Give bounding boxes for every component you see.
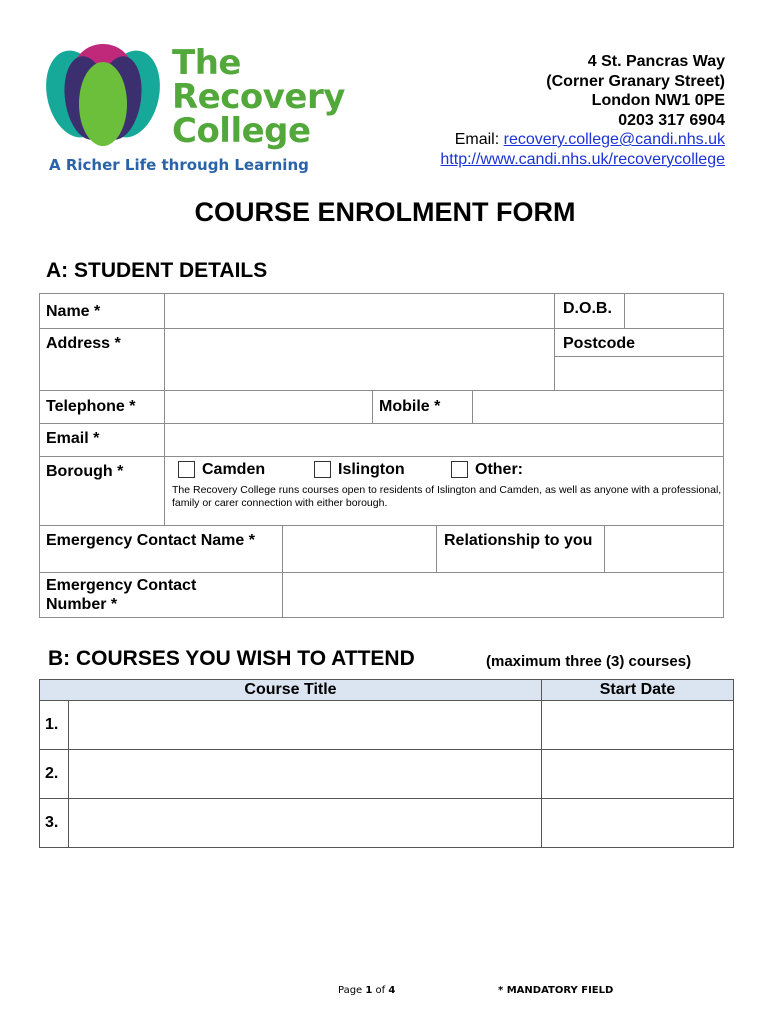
camden-label: Camden <box>202 461 266 478</box>
islington-checkbox[interactable] <box>314 461 331 478</box>
email-input[interactable] <box>164 423 724 457</box>
logo-word-college: College <box>172 111 311 151</box>
camden-checkbox[interactable] <box>178 461 195 478</box>
start-date-input-3[interactable] <box>541 798 734 848</box>
email-label-cell <box>39 423 165 457</box>
section-b-heading: B: COURSES YOU WISH TO ATTEND <box>48 647 415 670</box>
course-title-header: Course Title <box>39 679 542 701</box>
address-input[interactable] <box>164 328 555 391</box>
mandatory-field-note: * MANDATORY FIELD <box>498 985 614 996</box>
telephone-input[interactable] <box>164 390 373 424</box>
course-title-input-1[interactable] <box>68 700 542 750</box>
postcode-label: Postcode <box>563 335 636 352</box>
logo-petals-icon <box>45 42 163 150</box>
logo-word-recovery: Recovery <box>172 77 345 117</box>
relationship-label-cell <box>436 525 605 573</box>
start-date-header: Start Date <box>541 679 734 701</box>
address-label: Address * <box>46 335 121 352</box>
borough-label-cell <box>39 456 165 526</box>
email-link[interactable]: recovery.college@candi.nhs.uk <box>503 131 725 148</box>
page-indicator <box>338 985 395 996</box>
page-prefix: Page <box>338 985 366 996</box>
dob-label: D.O.B. <box>563 300 612 317</box>
dob-label-cell <box>554 293 625 329</box>
website-link[interactable]: http://www.candi.nhs.uk/recoverycollege <box>440 150 725 168</box>
emergency-number-label: Emergency Contact Number * <box>46 577 197 613</box>
start-date-input-2[interactable] <box>541 749 734 799</box>
other-borough-checkbox[interactable] <box>451 461 468 478</box>
relationship-input[interactable] <box>604 525 724 573</box>
form-title: COURSE ENROLMENT FORM <box>194 197 576 227</box>
recovery-college-logo <box>45 42 345 182</box>
emergency-name-input[interactable] <box>282 525 437 573</box>
address-email-row <box>440 130 725 150</box>
page-number: 1 <box>365 985 373 996</box>
email-label: Email: <box>454 131 504 148</box>
address-website-row <box>440 150 725 170</box>
name-label-cell <box>39 293 165 329</box>
borough-note: The Recovery College runs courses open to residents of Islington and Camden, as well as anyone with a professional, family or carer connection with either borough. <box>172 484 722 509</box>
postcode-label-cell <box>554 328 724 357</box>
borough-label: Borough * <box>46 463 124 480</box>
name-label: Name * <box>46 303 101 320</box>
address-line-2: (Corner Granary Street) <box>546 72 725 90</box>
postcode-input[interactable] <box>554 356 724 391</box>
dob-input[interactable] <box>624 293 724 329</box>
address-line-1: 4 St. Pancras Way <box>587 53 725 70</box>
logo-tagline: A Richer Life through Learning <box>49 156 309 174</box>
mobile-input[interactable] <box>472 390 724 424</box>
address-block <box>440 52 725 169</box>
telephone-label: Telephone * <box>46 398 136 415</box>
page-of: of <box>372 985 389 996</box>
telephone-label-cell <box>39 390 165 424</box>
logo-word-the: The <box>172 43 241 83</box>
max-courses-note: (maximum three (3) courses) <box>486 653 692 670</box>
course-row-3-number: 3. <box>45 814 59 831</box>
address-label-cell <box>39 328 165 391</box>
page-total: 4 <box>388 985 396 996</box>
email-label: Email * <box>46 430 100 447</box>
other-borough-label: Other: <box>475 461 523 478</box>
emergency-number-label-cell <box>39 572 283 618</box>
emergency-name-label: Emergency Contact Name * <box>46 532 255 549</box>
emergency-name-label-cell <box>39 525 283 573</box>
mobile-label: Mobile * <box>379 398 441 415</box>
name-input[interactable] <box>164 293 555 329</box>
address-phone: 0203 317 6904 <box>618 111 725 129</box>
start-date-input-1[interactable] <box>541 700 734 750</box>
course-title-input-3[interactable] <box>68 798 542 848</box>
course-title-input-2[interactable] <box>68 749 542 799</box>
emergency-number-input[interactable] <box>282 572 724 618</box>
relationship-label: Relationship to you <box>444 532 593 549</box>
mobile-label-cell <box>372 390 473 424</box>
section-a-heading: A: STUDENT DETAILS <box>46 259 268 282</box>
course-row-1-number: 1. <box>45 716 59 733</box>
course-row-2-number: 2. <box>45 765 59 782</box>
address-line-3: London NW1 0PE <box>591 92 725 109</box>
islington-label: Islington <box>338 461 405 478</box>
